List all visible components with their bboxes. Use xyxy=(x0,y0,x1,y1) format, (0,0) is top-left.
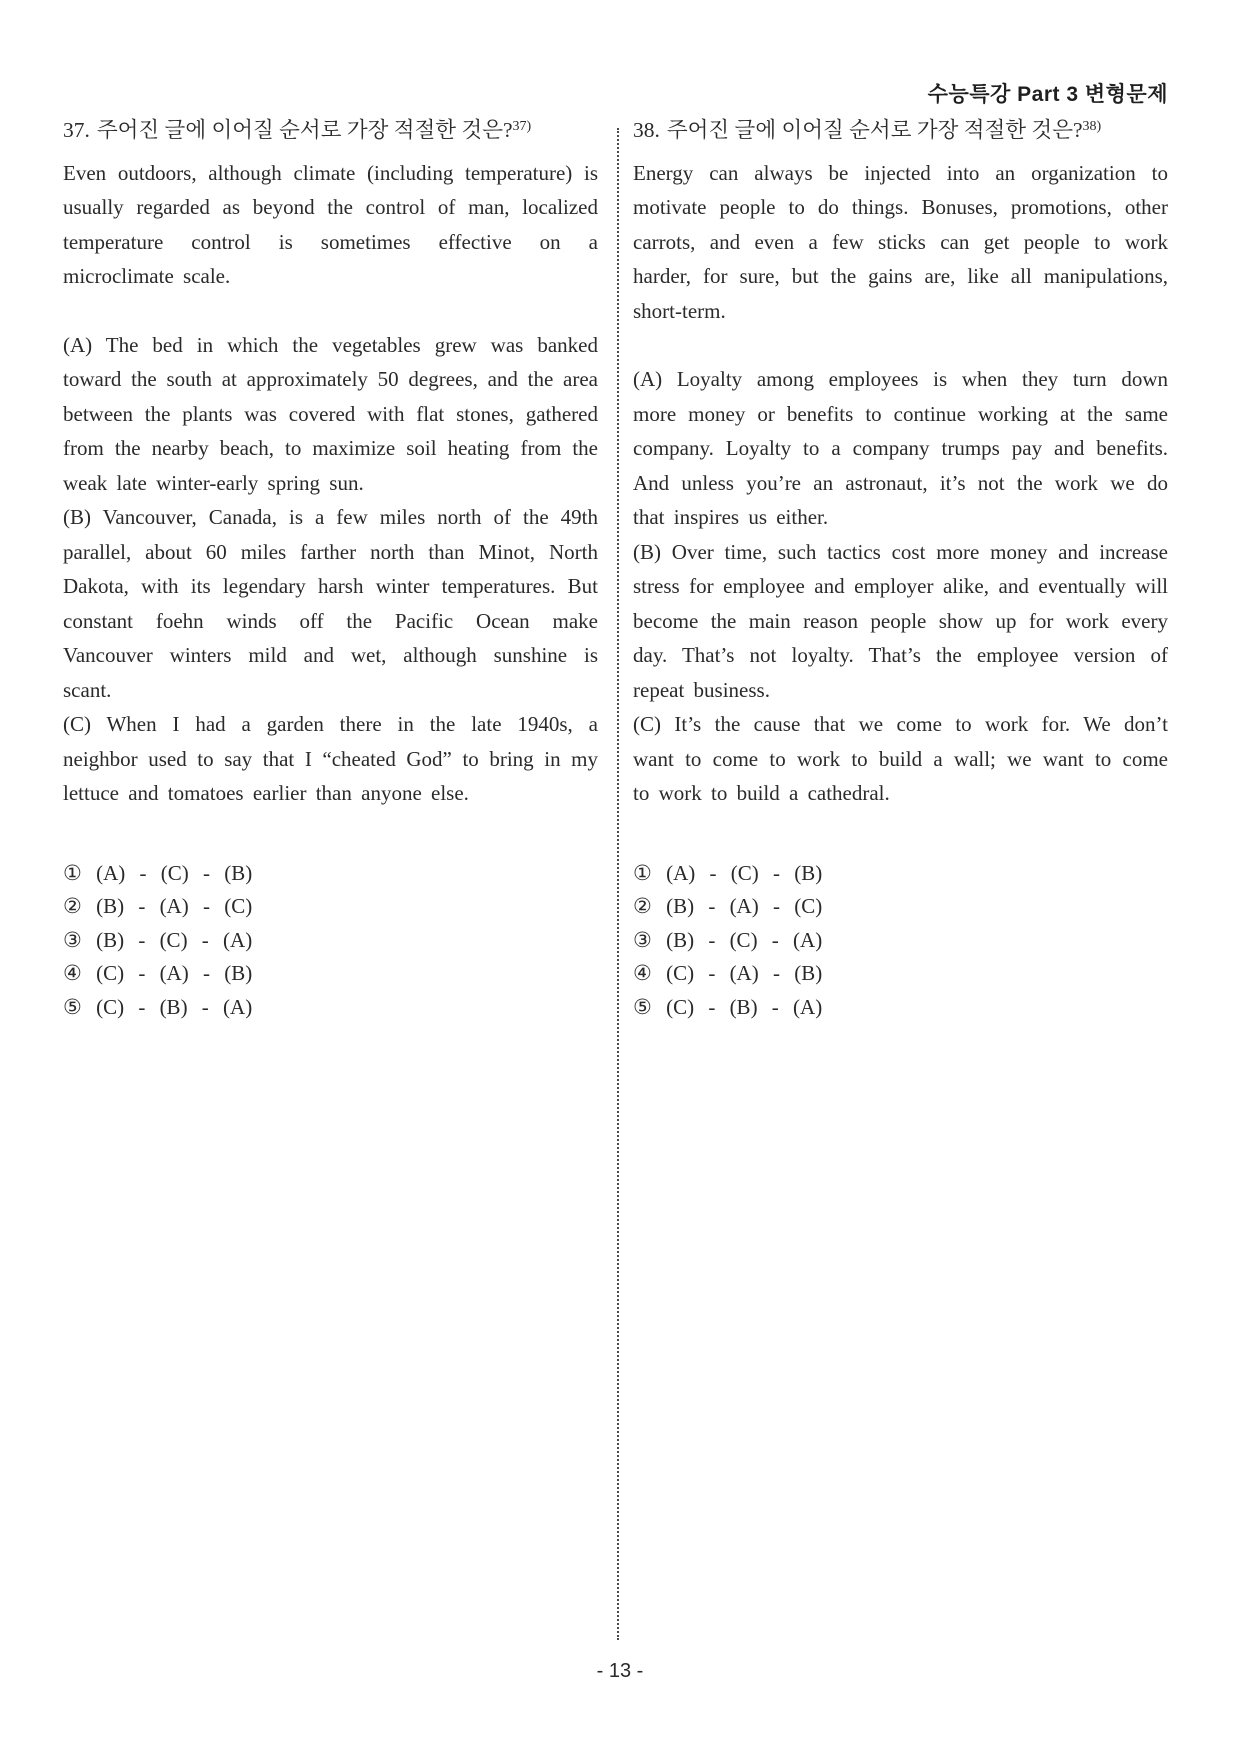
page-footer xyxy=(0,1660,1240,1683)
question-37-title xyxy=(63,110,598,148)
question-38-given-text: Energy can always be injected into an organization to motivate people to do things. Bonuses, promotions, other carrots, and even a few sticks can get people to work harder, for sure, but the gains are, like all manipulations, short-term. xyxy=(633,160,1168,323)
question-38-title xyxy=(633,110,1168,148)
question-38-paragraph-c: (C) It’s the cause that we come to work for. We don’t want to come to work to build a wall; we want to come to work to build a cathedral. xyxy=(633,712,1168,805)
question-38-option-3: ③ (B) - (C) - (A) xyxy=(633,927,823,952)
question-37-option-4: ④ (C) - (A) - (B) xyxy=(63,961,253,985)
question-37-option-3: ③ (B) - (C) - (A) xyxy=(63,927,253,952)
question-37-option-5: ⑤ (C) - (B) - (A) xyxy=(63,994,253,1019)
question-38-paragraphs xyxy=(633,362,1168,811)
question-37-paragraphs xyxy=(63,328,598,811)
question-37-footnote-ref: 37) xyxy=(512,119,532,134)
question-38-prompt: 주어진 글에 이어질 순서로 가장 적절한 것은? xyxy=(666,118,1083,142)
question-38-footnote-ref: 38) xyxy=(1082,119,1102,134)
question-38 xyxy=(633,110,1168,1024)
question-37-options xyxy=(63,857,598,1025)
question-38-number: 38. xyxy=(633,118,660,142)
question-38-option-4: ④ (C) - (A) - (B) xyxy=(633,961,823,985)
question-38-paragraph-a: (A) Loyalty among employees is when they turn down more money or benefits to continue working at the same company. Loyalty to a company trumps pay and benefits. And unless you’re an astronaut, it’s not the work we do that inspires us either. xyxy=(633,367,1168,529)
question-37-given-text: Even outdoors, although climate (including temperature) is usually regarded as beyond the control of man, localized temperature control is sometimes effective on a microclimate scale. xyxy=(63,160,598,288)
question-37-option-1: ① (A) - (C) - (B) xyxy=(63,860,253,885)
question-38-option-1: ① (A) - (C) - (B) xyxy=(633,860,823,885)
question-38-paragraph-b: (B) Over time, such tactics cost more money and increase stress for employee and employer alike, and eventually will become the main reason people show up for work every day. That’s not loyalty. That’s the employee version of repeat business. xyxy=(633,539,1168,702)
question-37-paragraph-b: (B) Vancouver, Canada, is a few miles north of the 49th parallel, about 60 miles farther north than Minot, North Dakota, with its legendary harsh winter temperatures. But constant foehn winds off the Pacific Ocean make Vancouver winters mild and wet, although sunshine is scant. xyxy=(63,505,598,702)
question-37 xyxy=(63,110,598,1024)
question-38-options xyxy=(633,857,1168,1025)
page-number: - 13 - xyxy=(596,1660,644,1682)
question-37-paragraph-c: (C) When I had a garden there in the late 1940s, a neighbor used to say that I “cheated God” to bring in my lettuce and tomatoes earlier than anyone else. xyxy=(63,712,598,805)
question-37-prompt: 주어진 글에 이어질 순서로 가장 적절한 것은? xyxy=(96,118,513,142)
column-divider xyxy=(617,128,619,1640)
question-37-option-2: ② (B) - (A) - (C) xyxy=(63,894,253,918)
header-title: 수능특강 Part 3 변형문제 xyxy=(927,83,1168,106)
question-37-paragraph-a: (A) The bed in which the vegetables grew was banked toward the south at approximately 50 degrees, and the area between the plants was covered with flat stones, gathered from the nearby beach, to maximize soil heating from the weak late winter-early spring sun. xyxy=(63,332,598,495)
question-38-option-5: ⑤ (C) - (B) - (A) xyxy=(633,994,823,1019)
page-header xyxy=(63,78,1168,108)
question-38-option-2: ② (B) - (A) - (C) xyxy=(633,894,823,918)
columns-container xyxy=(63,110,1168,1024)
question-37-number: 37. xyxy=(63,118,90,142)
